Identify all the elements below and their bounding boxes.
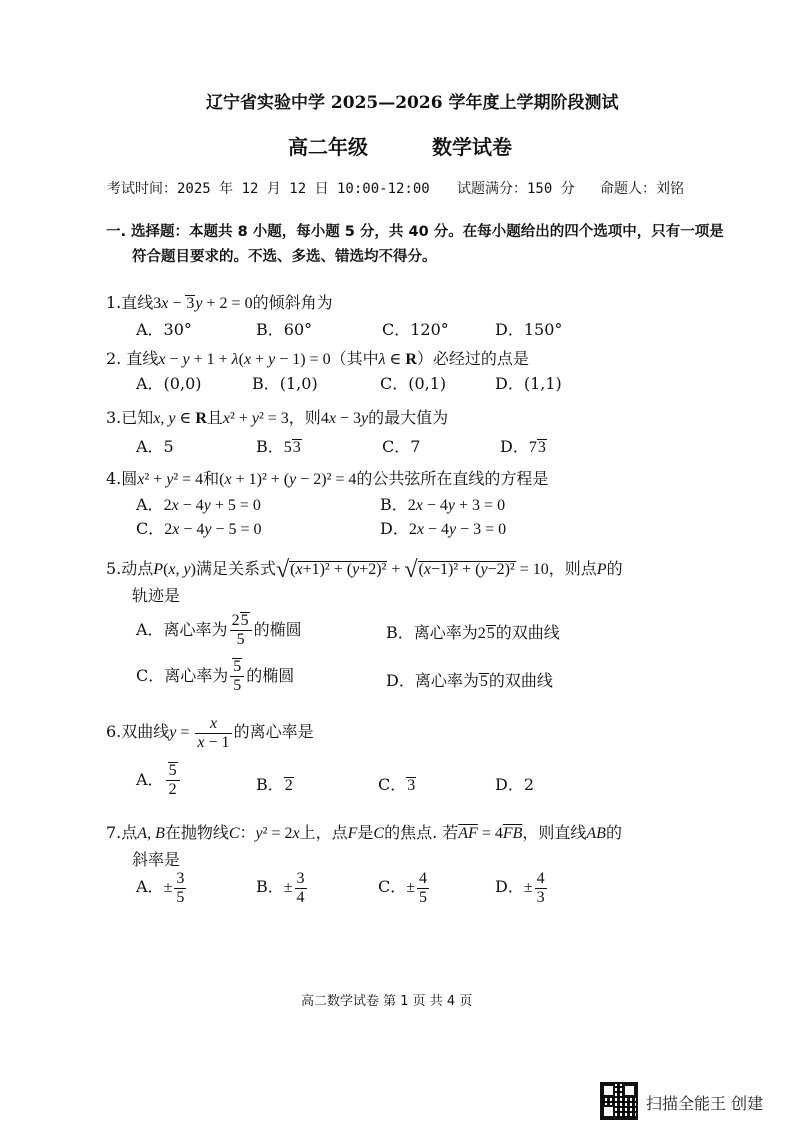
q6-pre: 双曲线 bbox=[121, 722, 170, 742]
scanner-watermark: 扫描全能王 创建 bbox=[646, 1094, 764, 1113]
full-score: 试题满分：150 分 bbox=[457, 181, 575, 197]
q7-then: ，则直线 bbox=[522, 823, 587, 842]
q5-pre: 动点 bbox=[121, 559, 154, 578]
q5-mid: 满足关系式 bbox=[195, 559, 276, 578]
q2-option-c: C．(0,1) bbox=[380, 374, 447, 393]
q4-post: 的公共弦所在直线的方程是 bbox=[356, 469, 549, 488]
q4-option-c: C．2x − 4y − 5 = 0 bbox=[136, 519, 262, 538]
q2-post: ）必经过的点是 bbox=[416, 349, 529, 368]
qr-code-icon bbox=[600, 1082, 638, 1120]
q7-option-b: B．± $\frac{3}{4}$ bbox=[256, 870, 305, 906]
q1-option-d: D．150° bbox=[495, 320, 563, 339]
q6-option-b: B．2 bbox=[256, 775, 293, 794]
q3-expr: 4x − 3y bbox=[320, 410, 369, 427]
q4-circle2: (x + 1)² + (y − 2)² = 4 bbox=[219, 471, 357, 488]
q7-on: 上，点 bbox=[299, 823, 348, 842]
q2-lambda: λ ∈ R bbox=[378, 351, 417, 368]
section-instructions-line1: 一. 选择题：本题共 8 小题，每小题 5 分，共 40 分。在每小题给出的四个选项中，只有一项是 bbox=[106, 224, 724, 240]
q5-option-a: A．离心率为 $\frac{25}{5}$ 的椭圆 bbox=[136, 612, 302, 648]
subject-label: 数学试卷 bbox=[432, 135, 512, 159]
q3-and: 且 bbox=[206, 408, 223, 427]
q5-point-p: P bbox=[596, 561, 607, 578]
question-6 bbox=[106, 715, 314, 752]
q7-points: A, B bbox=[137, 825, 165, 842]
q7-pre: 点 bbox=[121, 823, 138, 842]
q5-tail: 的 bbox=[606, 559, 623, 578]
q6-post: 的离心率是 bbox=[233, 722, 314, 742]
q5-equation: √(x+1)² + (y+2)² + √(x−1)² + (y−2)² = 10 bbox=[275, 556, 549, 583]
q2-option-a: A．(0,0) bbox=[136, 374, 202, 393]
q5-number: 5. bbox=[106, 559, 122, 578]
q6-option-d: D．2 bbox=[495, 775, 535, 794]
q3-comma: ，则 bbox=[288, 408, 321, 427]
q3-option-d: D．73 bbox=[500, 437, 546, 456]
q6-option-c: C．3 bbox=[378, 775, 416, 794]
q7-line-ab: AB bbox=[586, 825, 606, 842]
question-7 bbox=[106, 820, 622, 843]
q7-vector: $\overline{AF} = 4\overline{FB}$ bbox=[458, 825, 523, 842]
q7-point-f: F bbox=[347, 825, 358, 842]
q5-option-d: D．离心率为5的双曲线 bbox=[386, 671, 553, 690]
q7-option-a: A．± $\frac{3}{5}$ bbox=[136, 870, 185, 906]
q7-focus: 的焦点. 若 bbox=[384, 823, 459, 842]
q7-colon: ： bbox=[239, 823, 256, 842]
question-4 bbox=[106, 466, 548, 489]
q2-number: 2. bbox=[106, 349, 122, 368]
q4-number: 4. bbox=[106, 469, 122, 488]
q2-equation: x − y + 1 + λ(x + y − 1) = 0 bbox=[158, 351, 331, 368]
author: 命题人：刘铭 bbox=[600, 181, 684, 197]
q3-number: 3. bbox=[106, 408, 122, 427]
q4-option-b: B．2x − 4y + 3 = 0 bbox=[380, 495, 506, 514]
exam-title: 辽宁省实验中学 2025—2026 学年度上学期阶段测试 bbox=[206, 93, 619, 113]
q1-pre: 直线 bbox=[121, 293, 154, 312]
q1-post: 的倾斜角为 bbox=[252, 293, 333, 312]
q5-point: P(x, y) bbox=[153, 561, 196, 578]
grade-label: 高二年级 bbox=[288, 135, 368, 159]
q1-option-a: A．30° bbox=[136, 320, 192, 339]
q5-line2: 轨迹是 bbox=[132, 586, 181, 605]
q3-option-b: B．53 bbox=[256, 437, 301, 456]
q1-equation: 3x − 3y + 2 = 0 bbox=[153, 295, 253, 312]
q3-option-c: C．7 bbox=[382, 437, 421, 456]
q3-post: 的最大值为 bbox=[368, 408, 449, 427]
question-5 bbox=[106, 556, 623, 584]
q7-option-d: D．± $\frac{4}{3}$ bbox=[495, 870, 545, 906]
page-footer: 高二数学试卷 第 1 页 共 4 页 bbox=[301, 994, 473, 1009]
q4-option-a: A．2x − 4y + 5 = 0 bbox=[136, 495, 261, 514]
q7-in: 在抛物线 bbox=[164, 823, 229, 842]
q7-tail: 的 bbox=[605, 823, 622, 842]
q4-and: 和 bbox=[203, 469, 220, 488]
q2-option-d: D．(1,1) bbox=[495, 374, 562, 393]
q7-is: 是 bbox=[357, 823, 374, 842]
q7-option-c: C．± $\frac{4}{5}$ bbox=[378, 870, 428, 906]
q7-number: 7. bbox=[106, 823, 122, 842]
exam-time: 考试时间：2025 年 12 月 12 日 10:00-12:00 bbox=[107, 181, 430, 197]
question-1 bbox=[106, 290, 333, 313]
question-3 bbox=[106, 405, 448, 428]
q2-mid: （其中 bbox=[330, 349, 379, 368]
section-instructions-line2: 符合题目要求的。不选、多选、错选均不得分。 bbox=[132, 249, 437, 265]
q3-vars: x, y ∈ R bbox=[153, 410, 207, 427]
q4-option-d: D．2x − 4y − 3 = 0 bbox=[380, 519, 507, 538]
q6-number: 6. bbox=[106, 722, 122, 742]
q7-equation: y² = 2x bbox=[255, 825, 300, 842]
q4-circle1: x² + y² = 4 bbox=[137, 471, 204, 488]
q1-option-b: B．60° bbox=[256, 320, 313, 339]
q1-number: 1. bbox=[106, 293, 122, 312]
q3-option-a: A．5 bbox=[136, 437, 174, 456]
q5-post: ，则点 bbox=[548, 559, 597, 578]
q3-equation: x² + y² = 3 bbox=[222, 410, 289, 427]
q5-option-b: B．离心率为25的双曲线 bbox=[386, 623, 560, 642]
q4-pre: 圆 bbox=[121, 469, 138, 488]
q5-option-c: C．离心率为 $\frac{5}{5}$ 的椭圆 bbox=[136, 658, 295, 694]
q7-curve-c: C bbox=[228, 825, 240, 842]
q1-option-c: C．120° bbox=[382, 320, 449, 339]
q2-option-b: B．(1,0) bbox=[252, 374, 318, 393]
q3-pre: 已知 bbox=[121, 408, 154, 427]
q6-equation: y = $\frac{x}{x - 1}$ bbox=[169, 715, 230, 751]
question-2 bbox=[106, 346, 529, 369]
q6-option-a: A． $\frac{5}{2}$ bbox=[136, 762, 182, 799]
q7-line2: 斜率是 bbox=[132, 850, 181, 869]
q7-curve-c2: C bbox=[373, 825, 385, 842]
q2-pre: 直线 bbox=[126, 349, 159, 368]
